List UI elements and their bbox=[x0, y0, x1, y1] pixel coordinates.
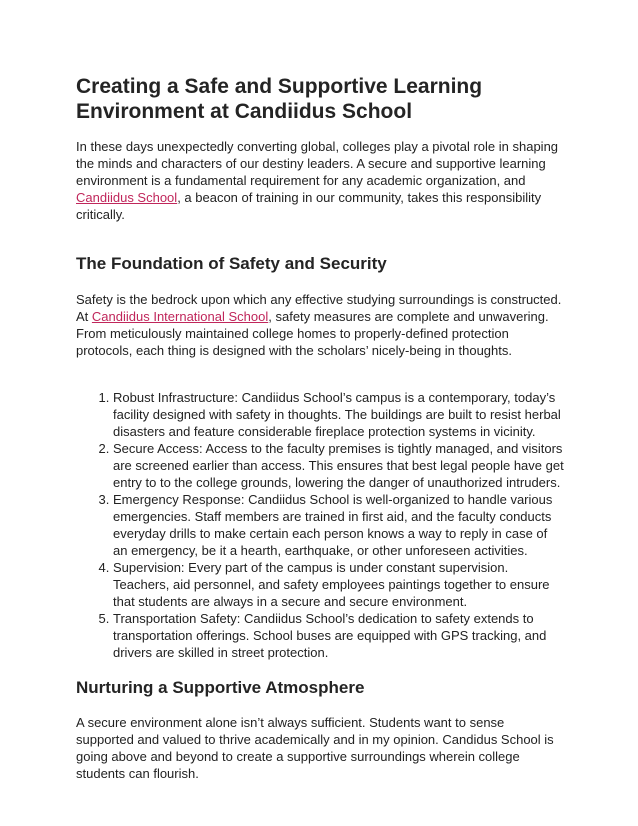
safety-measures-list bbox=[76, 389, 564, 661]
intro-text-end: , a beacon of training in our community, takes this responsibility critically. bbox=[76, 190, 542, 222]
foundation-text-start: Safety is the bedrock upon which any effective studying surroundings is constructed. At bbox=[76, 292, 562, 324]
intro-paragraph bbox=[76, 138, 564, 223]
nurture-heading: Nurturing a Supportive Atmosphere bbox=[76, 678, 365, 697]
page-title: Creating a Safe and Supportive Learning Environment at Candiidus School bbox=[76, 75, 483, 123]
list-item: 5. Transportation Safety: Candiidus School’s dedication to safety extends to transportation offerings. School buses are equipped with GPS tracking, and drivers are skilled in street protection. bbox=[113, 610, 564, 661]
candiidus-school-link[interactable]: Candiidus School bbox=[76, 190, 178, 205]
foundation-heading: The Foundation of Safety and Security bbox=[76, 254, 387, 273]
list-item: 1. Robust Infrastructure: Candiidus School’s campus is a contemporary, today’s facility designed with safety in thoughts. The buildings are built to resist herbal disasters and feature considerable fireplace protection systems in vicinity. bbox=[113, 389, 564, 440]
candiidus-international-school-link[interactable]: Candiidus International School bbox=[91, 309, 269, 324]
foundation-paragraph bbox=[76, 291, 564, 359]
intro-text-start: In these days unexpectedly converting global, colleges play a pivotal role in shaping the minds and characters of our destiny leaders. A secure and supportive learning environment is a fundamental requirement for any academic organization, and bbox=[76, 139, 559, 188]
nurture-paragraph: A secure environment alone isn’t always sufficient. Students want to sense supported and valued to thrive academically and in my opinion. Candidus School is going above and beyond to create a supportive surroundings wherein college students can flourish. bbox=[76, 715, 554, 781]
list-item: 3. Emergency Response: Candiidus School is well-organized to handle various emergencies. Staff members are trained in first aid, and the faculty conducts everyday drills to make certain each person knows a way to reply in case of an emergency, be it a hearth, earthquake, or other unforeseen activities. bbox=[113, 491, 564, 559]
foundation-text-end: , safety measures are complete and unwavering. From meticulously maintained college homes to properly-defined protection protocols, each thing is designed with the scholars’ nicely-being in thoughts. bbox=[76, 309, 549, 358]
list-item: 4. Supervision: Every part of the campus is under constant supervision. Teachers, aid personnel, and safety employees paintings together to ensure that students are always in a secure and secure environment. bbox=[113, 559, 564, 610]
list-item: 2. Secure Access: Access to the faculty premises is tightly managed, and visitors are screened earlier than access. This ensures that best legal people have get entry to to the college grounds, lowering the danger of unauthorized intruders. bbox=[113, 440, 564, 491]
